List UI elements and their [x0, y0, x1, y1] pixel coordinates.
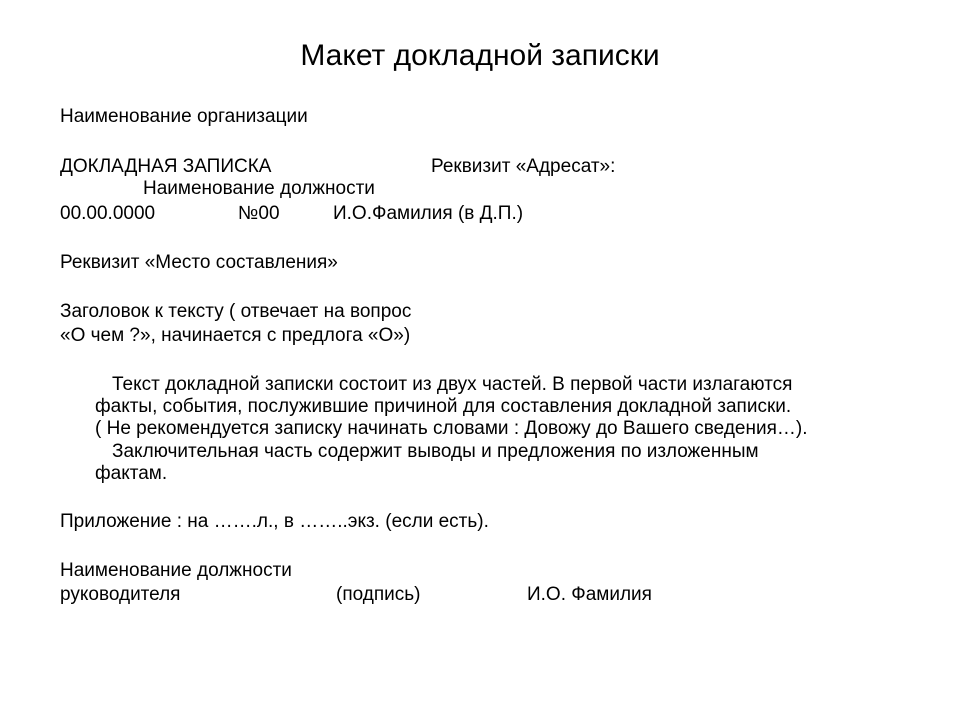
- body-text-line-1: Текст докладной записки состоит из двух частей. В первой части излагаются: [112, 374, 793, 395]
- appendix-line: Приложение : на …….л., в ……..экз. (если есть).: [60, 511, 489, 532]
- signer-position-line-2: руководителя: [60, 584, 181, 605]
- body-text-line-4: Заключительная часть содержит выводы и предложения по изложенным: [112, 441, 759, 462]
- signer-position-line-1: Наименование должности: [60, 560, 292, 581]
- document-number: №00: [238, 203, 280, 224]
- body-text-line-2: факты, события, послужившие причиной для составления докладной записки.: [95, 396, 792, 417]
- organization-name: Наименование организации: [60, 106, 308, 127]
- heading-line-1: Заголовок к тексту ( отвечает на вопрос: [60, 301, 412, 322]
- signature-placeholder: (подпись): [336, 584, 421, 605]
- heading-line-2: «О чем ?», начинается с предлога «О»): [60, 325, 411, 346]
- page-title: Макет докладной записки: [300, 39, 660, 72]
- addressee-name: И.О.Фамилия (в Д.П.): [333, 203, 524, 224]
- document-type: ДОКЛАДНАЯ ЗАПИСКА: [60, 156, 272, 177]
- addressee-label: Реквизит «Адресат»:: [431, 156, 616, 177]
- document-date: 00.00.0000: [60, 203, 156, 224]
- body-text-line-5: фактам.: [95, 463, 168, 484]
- addressee-position: Наименование должности: [143, 178, 375, 199]
- body-text-line-3: ( Не рекомендуется записку начинать словами : Довожу до Вашего сведения…).: [95, 418, 808, 439]
- place-of-compilation: Реквизит «Место составления»: [60, 252, 338, 273]
- signer-name: И.О. Фамилия: [527, 584, 652, 605]
